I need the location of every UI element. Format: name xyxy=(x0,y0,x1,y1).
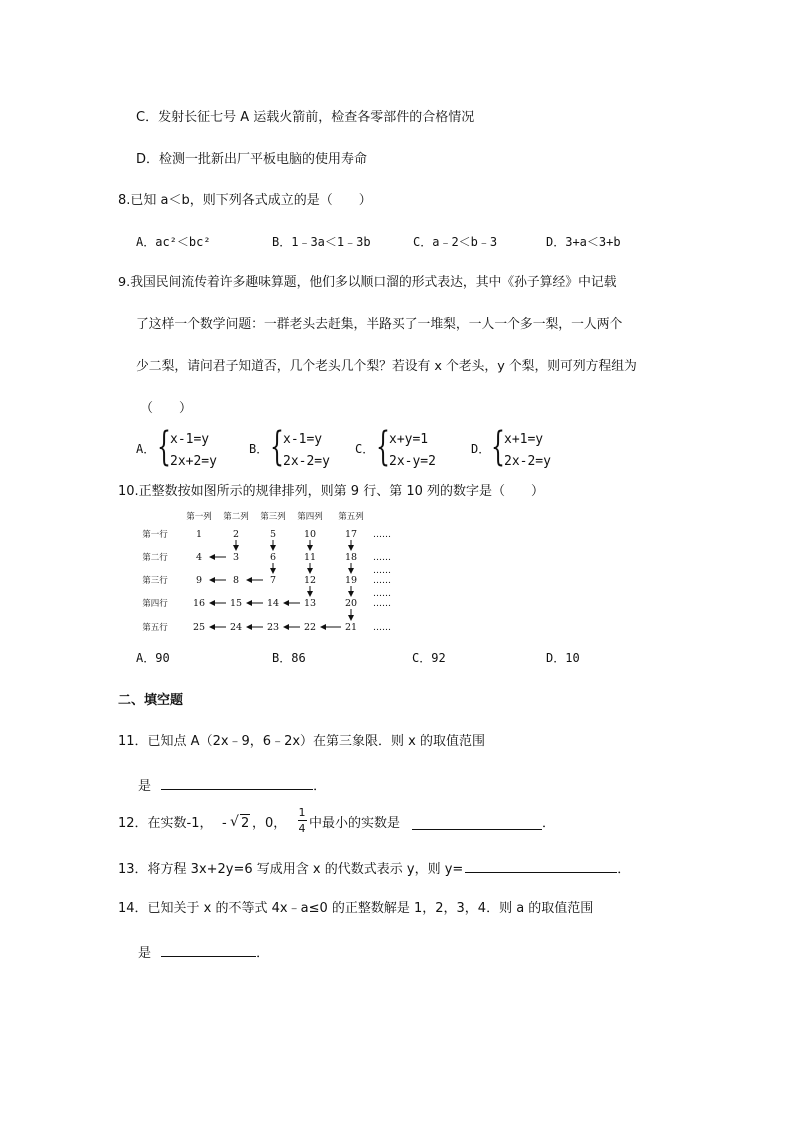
q12-end: ． xyxy=(542,816,556,831)
brace-icon: { xyxy=(270,424,284,470)
q14-line-1: 14．已知关于 x 的不等式 4x﹣a≤0 的正整数解是 1，2，3，4．则 a 的取值范围 xyxy=(118,901,594,916)
q9-line-4: （ ） xyxy=(140,401,193,416)
figure-number: 21 xyxy=(344,622,358,633)
figure-row-label: 第四行 xyxy=(142,599,168,609)
q7-option-c: C．发射长征七号 A 运载火箭前，检查各零部件的合格情况 xyxy=(136,110,475,125)
figure-row-label: 第五行 xyxy=(142,623,168,633)
q10-option-c: C．92 xyxy=(412,651,446,665)
figure-number: 2 xyxy=(232,529,240,540)
q9-option-d-system xyxy=(491,424,581,472)
q13-answer-blank[interactable] xyxy=(465,860,617,873)
q9-option-c-system xyxy=(376,424,466,472)
q12-fraction-denominator: 4 xyxy=(298,822,306,835)
q9-option-b-eq1: x-1=y xyxy=(283,432,323,447)
figure-number: 19 xyxy=(344,575,358,586)
figure-column-header: 第二列 xyxy=(223,512,249,522)
figure-number: 24 xyxy=(229,622,243,633)
q9-line-2: 了这样一个数学问题：一群老头去赶集，半路买了一堆梨，一人一个多一梨，一人两个 xyxy=(136,317,623,332)
q14-prefix: 是 xyxy=(138,946,152,961)
q12-fraction-numerator: 1 xyxy=(298,806,306,819)
figure-number: 10 xyxy=(303,529,317,540)
q13-line xyxy=(118,860,630,876)
figure-number: 9 xyxy=(195,575,203,586)
q9-line-1: 9.我国民间流传着许多趣味算题，他们多以顺口溜的形式表达，其中《孙子算经》中记载 xyxy=(118,275,617,290)
figure-number: 25 xyxy=(192,622,206,633)
figure-number: 8 xyxy=(232,575,240,586)
figure-number: 20 xyxy=(344,598,358,609)
q12-prefix: 12．在实数-1， xyxy=(118,816,213,831)
figure-number: 22 xyxy=(303,622,317,633)
q8-stem: 8.已知 a＜b，则下列各式成立的是（ ） xyxy=(118,193,372,208)
figure-number: 16 xyxy=(192,598,206,609)
q13-end: ． xyxy=(617,862,631,877)
q7-option-d: D．检测一批新出厂平板电脑的使用寿命 xyxy=(136,152,368,167)
section-title-fill-in: 二、填空题 xyxy=(118,693,184,708)
q12-suffix: 中最小的实数是 xyxy=(309,816,401,831)
sqrt-icon: √ xyxy=(230,814,239,830)
figure-row-label: 第一行 xyxy=(142,530,168,540)
q9-line-3: 少二梨，请问君子知道否，几个老头几个梨？若设有 x 个老头，y 个梨，则可列方程组为 xyxy=(136,359,637,374)
q11-prefix: 是 xyxy=(138,779,152,794)
figure-number: 7 xyxy=(269,575,277,586)
q10-option-d: D．10 xyxy=(546,651,580,665)
q9-option-d-eq2: 2x-2=y xyxy=(504,454,551,469)
q14-answer-blank[interactable] xyxy=(161,944,256,957)
q9-option-a-label: A． xyxy=(136,442,156,456)
figure-column-header: 第一列 xyxy=(186,512,212,522)
q9-option-b-label: B． xyxy=(249,442,269,456)
q14-line-2 xyxy=(138,944,269,960)
figure-number: 13 xyxy=(303,598,317,609)
figure-column-header: 第五列 xyxy=(338,512,364,522)
q10-stem: 10.正整数按如图所示的规律排列，则第 9 行、第 10 列的数字是（ ） xyxy=(118,484,545,499)
figure-column-header: 第四列 xyxy=(297,512,323,522)
q9-option-b-system xyxy=(270,424,360,472)
q9-option-d-label: D． xyxy=(471,442,491,456)
figure-ellipsis: …… xyxy=(373,566,391,576)
figure-ellipsis: …… xyxy=(373,599,391,609)
figure-number: 6 xyxy=(269,552,277,563)
q9-option-c-eq1: x+y=1 xyxy=(389,432,429,447)
figure-number: 4 xyxy=(195,552,203,563)
figure-ellipsis: …… xyxy=(373,576,391,586)
q12-comma-zero: ，0， xyxy=(252,816,287,831)
figure-number: 17 xyxy=(344,529,358,540)
q12-radicand: 2 xyxy=(241,816,250,831)
brace-icon: { xyxy=(491,424,505,470)
q9-option-a-eq1: x-1=y xyxy=(170,432,210,447)
q8-option-c: C．a﹣2＜b﹣3 xyxy=(413,235,498,249)
q8-option-b: B．1﹣3a＜1﹣3b xyxy=(272,235,371,249)
q9-option-d-eq1: x+1=y xyxy=(504,432,544,447)
figure-number: 3 xyxy=(232,552,240,563)
sqrt-bar xyxy=(240,814,250,815)
q11-line-2 xyxy=(138,777,326,793)
figure-ellipsis: …… xyxy=(373,530,391,540)
q11-line-1: 11．已知点 A（2x﹣9，6﹣2x）在第三象限．则 x 的取值范围 xyxy=(118,734,485,749)
q9-option-c-eq2: 2x-y=2 xyxy=(389,454,436,469)
q11-answer-blank[interactable] xyxy=(161,777,313,790)
q14-suffix: ． xyxy=(256,946,270,961)
q12-negative-sign: - xyxy=(222,816,227,831)
q8-option-d: D．3+a＜3+b xyxy=(546,235,621,249)
q10-option-a: A．90 xyxy=(136,651,170,665)
figure-row-label: 第二行 xyxy=(142,553,168,563)
figure-number: 14 xyxy=(266,598,280,609)
figure-number: 15 xyxy=(229,598,243,609)
q11-suffix: ． xyxy=(313,779,327,794)
figure-ellipsis: …… xyxy=(373,623,391,633)
figure-number: 12 xyxy=(303,575,317,586)
q12-line xyxy=(118,806,558,847)
brace-icon: { xyxy=(376,424,390,470)
figure-number: 11 xyxy=(303,552,317,563)
figure-number: 5 xyxy=(269,529,277,540)
figure-ellipsis: …… xyxy=(373,553,391,563)
figure-column-header: 第三列 xyxy=(260,512,286,522)
figure-number: 18 xyxy=(344,552,358,563)
q12-answer-blank[interactable] xyxy=(412,817,542,830)
q10-pattern-figure xyxy=(138,508,418,643)
q9-option-a-system xyxy=(157,424,247,472)
fraction-bar xyxy=(298,820,307,821)
figure-row-label: 第三行 xyxy=(142,576,168,586)
figure-number: 23 xyxy=(266,622,280,633)
q9-option-b-eq2: 2x-2=y xyxy=(283,454,330,469)
brace-icon: { xyxy=(157,424,171,470)
q8-option-a: A．ac²＜bc² xyxy=(136,235,211,249)
q9-option-c-label: C． xyxy=(355,442,375,456)
figure-ellipsis: …… xyxy=(373,589,391,599)
q9-option-a-eq2: 2x+2=y xyxy=(170,454,217,469)
q10-option-b: B．86 xyxy=(272,651,306,665)
figure-number: 1 xyxy=(195,529,203,540)
q13-prefix: 13．将方程 3x+2y=6 写成用含 x 的代数式表示 y，则 y= xyxy=(118,862,464,877)
